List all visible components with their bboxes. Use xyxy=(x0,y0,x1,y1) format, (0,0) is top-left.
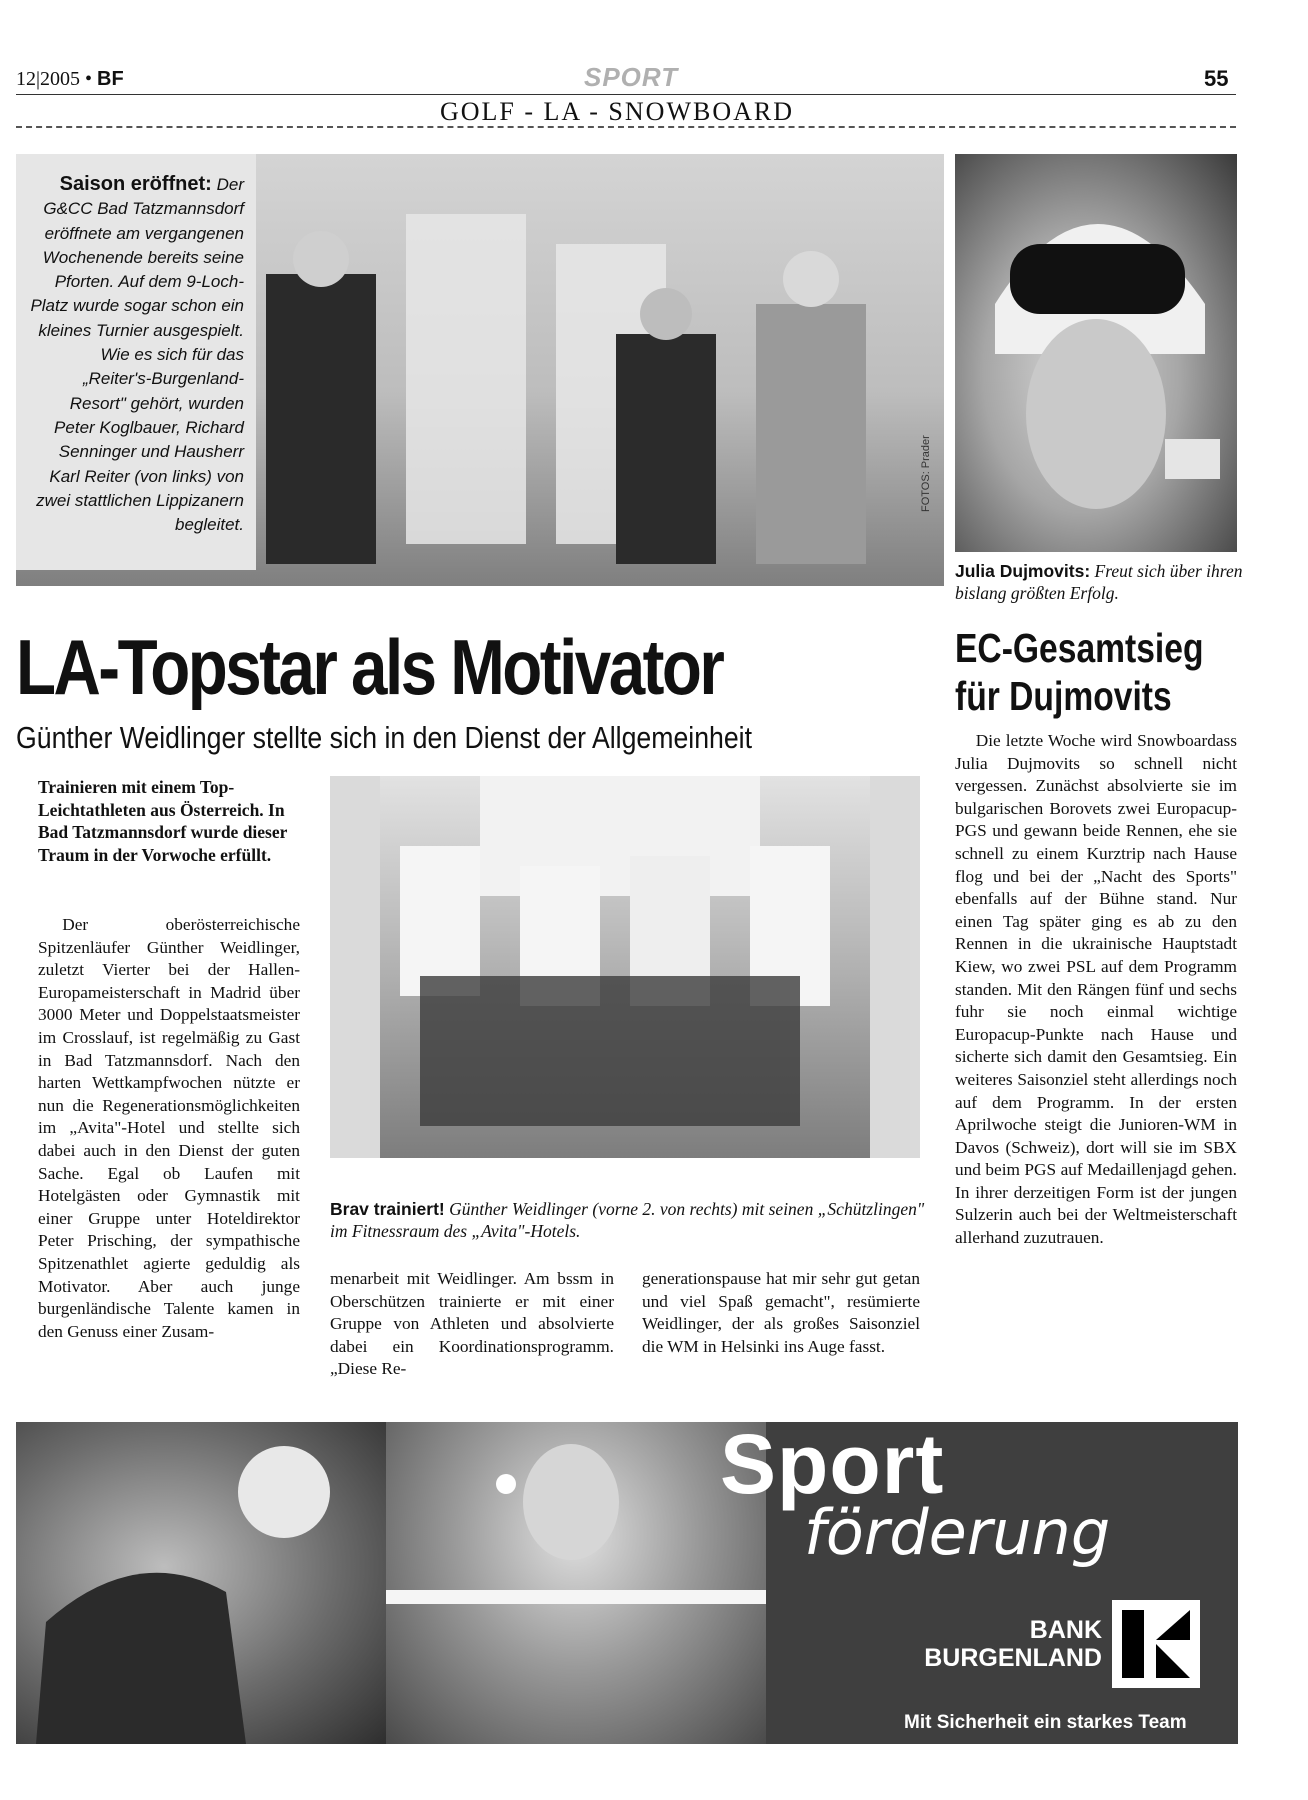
caption-lead: Saison eröffnet: xyxy=(59,173,212,195)
ad-headline-sport: Sport xyxy=(720,1422,945,1511)
bank-logo-icon xyxy=(1112,1600,1200,1688)
issue-line xyxy=(16,68,124,91)
issue-date: 12|2005 xyxy=(16,68,81,90)
fitness-caption-text: Günther Weidlinger (vorne 2. von rechts) mit seinen „Schützlingen" im Fitnessraum des „Avita"-Hotels. xyxy=(330,1199,925,1241)
julia-photo-caption xyxy=(955,560,1245,604)
article-column-1: Der oberösterreichische Spitzenläufer Günther Weidlinger, zuletzt Vierter bei der Hallen-Europameisterschaft in Madrid über 3000 Meter und Doppelstaatsmeister im Crosslauf, ist regelmäßig zu Gast in Bad Tatzmannsdorf. Nach den harten Wettkampfwochen nützte er nun die Regenerationsmöglichkeiten im „Avita"-Hotel und stellte sich dabei auch in den Dienst der guten Sache. Egal ob Laufen mit Hotelgästen oder Gymnastik mit einer Gruppe unter Hoteldirektor Peter Prisching, der sympathische Spitzenathlet agierte geduldig als Motivator. Aber auch junge burgenländische Talente kamen in den Genuss einer Zusam- xyxy=(38,915,300,1341)
bank-name-line2: BURGENLAND xyxy=(924,1644,1102,1672)
bullet: • xyxy=(85,68,93,90)
goalkeeper-photo xyxy=(16,1422,386,1744)
brand-name: BF xyxy=(97,68,124,90)
fitness-caption-lead: Brav trainiert! xyxy=(330,1199,445,1219)
section-title: SPORT xyxy=(584,62,679,92)
fitness-photo-caption xyxy=(330,1198,930,1242)
side-headline: EC-Gesamtsieg für Dujmovits xyxy=(955,625,1204,719)
main-subheadline: Günther Weidlinger stellte sich in den Dienst der Allgemeinheit xyxy=(16,720,753,755)
photo-credit: FOTOS: Prader xyxy=(920,435,932,512)
julia-portrait-photo xyxy=(955,154,1237,552)
fitness-group-photo xyxy=(330,776,920,1158)
article-column-3: generationspause hat mir sehr gut getan und viel Spaß gemacht", resümierte Weidlinger, der als großes Saisonziel die WM in Helsinki ins Auge fasst. xyxy=(642,1269,920,1356)
golf-photo-caption xyxy=(16,154,256,570)
page-number: 55 xyxy=(1204,66,1229,91)
dashed-divider xyxy=(16,126,1236,128)
article-column-2: menarbeit mit Weidlinger. Am bssm in Oberschützen trainierte er mit einer Gruppe von Athleten und absolvierte dabei ein Koordinationsprogramm. „Diese Re- xyxy=(330,1269,614,1379)
julia-caption-text: Freut sich über ihren bislang größten Erfolg. xyxy=(955,561,1243,603)
julia-caption-lead: Julia Dujmovits: xyxy=(955,561,1091,581)
helmet-goggles-illustration xyxy=(955,154,1237,552)
ad-headline-foerderung: förderung xyxy=(804,1496,1111,1569)
bank-name xyxy=(896,1616,1102,1672)
header-rule xyxy=(16,94,1236,95)
article-lead: Trainieren mit einem Top-Leichtathleten aus Österreich. In Bad Tatzmannsdorf wurde dieser Traum in der Vorwoche erfüllt. xyxy=(38,777,288,865)
group-illustration xyxy=(330,776,920,1158)
main-headline: LA-Topstar als Motivator xyxy=(16,623,723,711)
side-article-body: Die letzte Woche wird Snowboardass Julia Dujmovits so schnell nicht vergessen. Zunächst absolvierte sie im bulgarischen Borovets zwei Europacup-PGS und gewann beide Rennen, ehe sie schnell zu einem Kurztrip nach Hause flog und bei der „Nacht des Sports" ebenfalls auf der Bühne stand. Nur einen Tag später ging es ab zu den Rennen in die ukrainische Hauptstadt Kiew, wo zwei PSL auf dem Programm standen. Mit den Rängen fünf und sechs fuhr sie noch einmal wichtige Europacup-Punkte nach Hause und sicherte sich damit den Gesamtsieg. Ein weiteres Saisonziel steht allerdings noch auf dem Programm. In der ersten Aprilwoche steigt die Junioren-WM in Davos (Schweiz), dort will sie im SBX und beim PGS auf Medaillenjagd gehen. In ihrer derzeitigen Form ist der jungen Sulzerin auch bei der Weltmeisterschaft allerhand zuzutrauen. xyxy=(955,731,1237,1248)
topics-heading: GOLF - LA - SNOWBOARD xyxy=(440,97,794,126)
bank-advertisement xyxy=(16,1422,1238,1744)
ball-illustration xyxy=(16,1422,386,1744)
tennis-player-photo xyxy=(386,1422,766,1744)
caption-text: Der G&CC Bad Tatzmannsdorf eröffnete am vergangenen Wochenende bereits seine Pforten. Auf dem 9-Loch-Platz wurde sogar schon ein kleines Turnier ausgespielt. Wie es sich für das „Reiter's-Burgenland-Resort" gehört, wurden Peter Koglbauer, Richard Senninger und Hausherr Karl Reiter (von links) von zwei stattlichen Lippizanern begleitet. xyxy=(30,175,244,535)
tennis-illustration xyxy=(386,1422,766,1744)
bank-name-line1: BANK xyxy=(1029,1616,1102,1644)
bank-slogan: Mit Sicherheit ein starkes Team xyxy=(904,1712,1187,1733)
